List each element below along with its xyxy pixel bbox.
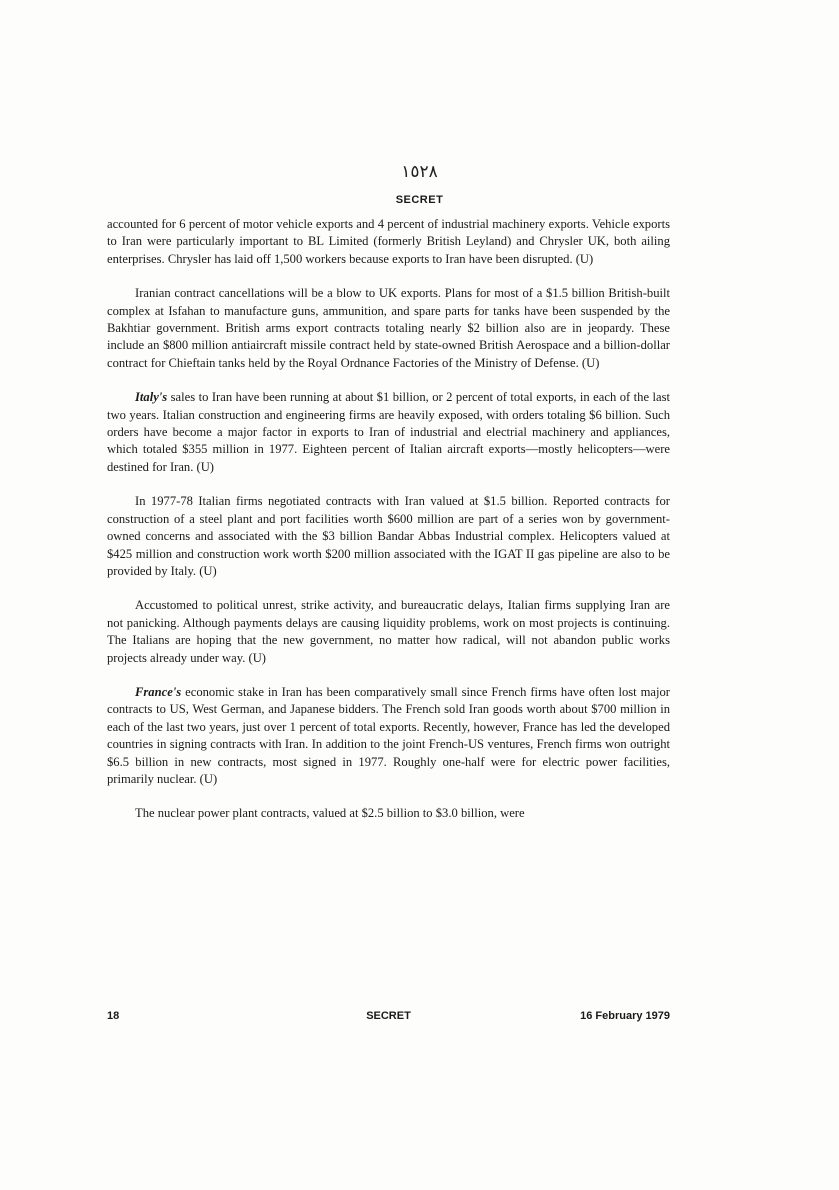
document-body	[107, 216, 670, 823]
paragraph-6	[107, 684, 670, 788]
paragraph-7-text: The nuclear power plant contracts, valued at $2.5 billion to $3.0 billion, were	[135, 806, 525, 821]
paragraph-5-text: Accustomed to political unrest, strike activity, and bureaucratic delays, Italian firms supplying Iran are not panicking. Although payments delays are causing liquidity problems, work on most projects is continuing. The Italians are hoping that the new government, no matter how radical, will not abandon public works projects already under way. (U)	[107, 598, 670, 665]
paragraph-4-text: In 1977-78 Italian firms negotiated contracts with Iran valued at $1.5 billion. Reported contracts for construction of a steel plant and port facilities worth $600 million are part of a series won by government-owned concerns and associated with the $3 billion Bandar Abbas Industrial complex. Helicopters valued at $425 million and construction work worth $200 million associated with the IGAT II gas pipeline are also to be provided by Italy. (U)	[107, 494, 670, 578]
paragraph-3-text: sales to Iran have been running at about $1 billion, or 2 percent of total exports, in each of the last two years. Italian construction and engineering firms are heavily exposed, with orders totaling $6 billion. Such orders have become a major factor in exports to Iran of industrial and electrial machinery and appliances, which totaled $355 million in 1977. Eighteen percent of Italian aircraft exports—mostly helicopters—were destined for Iran. (U)	[107, 390, 670, 474]
classification-header: SECRET	[395, 194, 444, 206]
document-stamp: ١٥٢٨	[401, 162, 438, 182]
paragraph-7	[107, 805, 670, 822]
paragraph-2-text: Iranian contract cancellations will be a blow to UK exports. Plans for most of a $1.5 billion British-built complex at Isfahan to manufacture guns, ammunition, and spare parts for tanks have been suspended by the Bakhtiar government. British arms export contracts totaling nearly $2 billion also are in jeopardy. These include an $800 million antiaircraft missile contract held by state-owned British Aerospace and a billion-dollar contract for Chieftain tanks held by the Royal Ordnance Factories of the Ministry of Defense. (U)	[107, 286, 670, 370]
paragraph-1	[107, 216, 670, 268]
paragraph-2	[107, 285, 670, 372]
classification-footer: SECRET	[366, 1010, 411, 1022]
paragraph-6-lead: France's	[135, 684, 182, 699]
paragraph-4	[107, 493, 670, 580]
document-date: 16 February 1979	[580, 1010, 670, 1022]
paragraph-6-text: economic stake in Iran has been comparatively small since French firms have often lost major contracts to US, West German, and Japanese bidders. The French sold Iran goods worth about $700 million in each of the last two years, just over 1 percent of total exports. Recently, however, France has led the developed countries in signing contracts with Iran. In addition to the joint French-US ventures, French firms won outright $6.5 billion in new contracts, most signed in 1977. Roughly one-half were for electric power facilities, primarily nuclear. (U)	[107, 684, 670, 786]
paragraph-3	[107, 389, 670, 476]
paragraph-5	[107, 597, 670, 667]
page-number: 18	[107, 1010, 120, 1022]
paragraph-1-text: accounted for 6 percent of motor vehicle exports and 4 percent of industrial machinery exports. Vehicle exports to Iran were particularly important to BL Limited (formerly British Leyland) and Chrysler UK, both ailing enterprises. Chrysler has laid off 1,500 workers because exports to Iran have been disrupted. (U)	[107, 217, 670, 266]
paragraph-3-lead: Italy's	[135, 390, 168, 405]
